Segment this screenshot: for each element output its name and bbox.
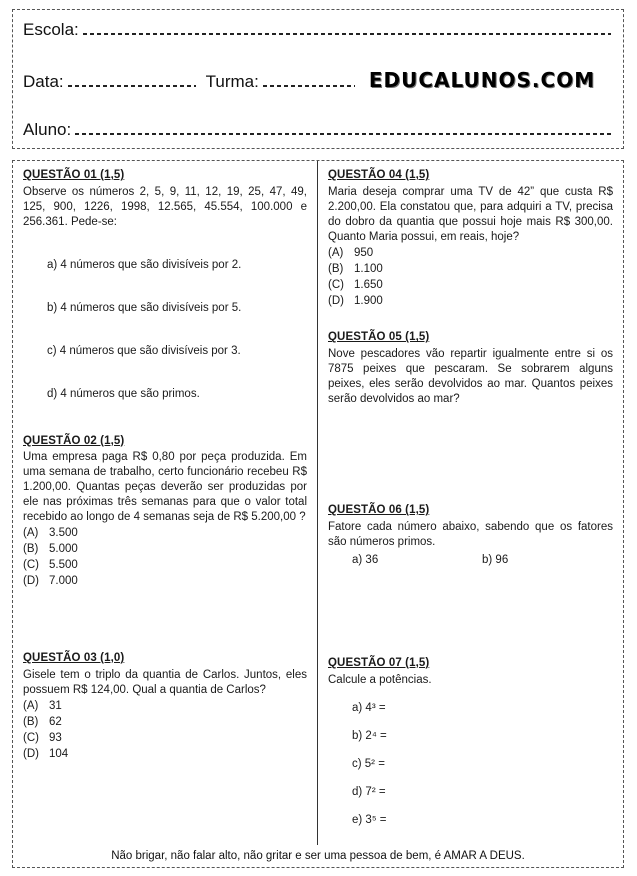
turma-label: Turma: (205, 72, 259, 91)
option-letter: (B) (328, 262, 344, 275)
option-letter: (C) (328, 278, 344, 291)
question-06 (328, 503, 613, 568)
question-03 (23, 651, 307, 762)
question-01-item-c: c) 4 números que são divisíveis por 3. (47, 344, 241, 357)
escola-blank-line (83, 33, 611, 35)
option-text: 5.500 (49, 559, 78, 571)
question-03-option-a (23, 699, 307, 714)
question-05-title: QUESTÃO 05 (1,5) (328, 331, 430, 344)
question-06-item-b: b) 96 (482, 553, 509, 566)
question-04-body: Maria deseja comprar uma TV de 42” que custa R$ 2.200,00. Ela constatou que, para adquiri a TV, precisa do dobro da quantia que possui hoje mais R$ 300,00. Quanto Maria possui, em reais, hoje? (328, 185, 613, 243)
option-text: 1.100 (354, 262, 383, 275)
question-04-option-d (328, 294, 613, 309)
question-07-item-d: d) 7² = (352, 785, 386, 798)
left-column (13, 161, 318, 845)
option-text: 5.000 (49, 543, 78, 556)
question-01-body: Observe os números 2, 5, 9, 11, 12, 19, 25, 47, 49, 125, 900, 1226, 1998, 12.565, 45.554, 100.000 e 256.361. Pede-se: (23, 185, 307, 228)
option-text: 950 (354, 246, 374, 259)
educalunos-logo: EDUCALUNOS.COM (368, 68, 596, 92)
question-02 (23, 434, 307, 589)
question-02-body: Uma empresa paga R$ 0,80 por peça produzida. Em uma semana de trabalho, certo funcionário recebeu R$ 1.200,00. Quantas peças deverão ser produzidas por ele nas próximas três semanas para que o valor total recebido ao longo de 4 semanas seja de R$ 5.200,00 ? (23, 451, 307, 524)
question-07-item-e: e) 3⁵ = (352, 813, 387, 826)
question-03-body: Gisele tem o triplo da quantia de Carlos. Juntos, eles possuem R$ 124,00. Qual a quantia de Carlos? (23, 668, 307, 696)
option-text: 62 (49, 715, 62, 728)
question-01-item-d: d) 4 números que são primos. (47, 387, 200, 400)
option-letter: (C) (23, 559, 39, 571)
question-03-title: QUESTÃO 03 (1,0) (23, 651, 125, 664)
option-letter: (A) (23, 527, 39, 540)
question-07 (328, 656, 613, 828)
option-letter: (B) (23, 543, 39, 556)
option-text: 1.650 (354, 278, 383, 291)
question-06-items (328, 553, 613, 568)
aluno-row (23, 120, 611, 140)
question-05-body: Nove pescadores vão repartir igualmente entre si os 7875 peixes que pescaram. Se sobrarem alguns peixes, eles serão devolvidos ao mar. Quantos peixes serão devolvidos ao mar? (328, 348, 613, 406)
option-letter: (C) (23, 731, 39, 744)
option-text: 1.900 (354, 294, 383, 307)
question-02-title: QUESTÃO 02 (1,5) (23, 434, 125, 447)
header-section (12, 9, 624, 149)
right-column (318, 161, 623, 845)
question-02-option-c (23, 558, 307, 573)
question-03-option-d (23, 747, 307, 762)
two-column-layout (13, 161, 623, 845)
escola-label: Escola: (23, 20, 79, 39)
option-text: 93 (49, 731, 62, 744)
question-04-title: QUESTÃO 04 (1,5) (328, 169, 430, 181)
question-07-item-c: c) 5² = (352, 757, 385, 770)
data-blank-line (68, 85, 196, 87)
question-06-body: Fatore cada número abaixo, sabendo que os fatores são números primos. (328, 521, 613, 548)
option-text: 7.000 (49, 574, 78, 587)
question-01-item-a: a) 4 números que são divisíveis por 2. (47, 258, 242, 271)
escola-row (23, 20, 611, 40)
question-03-option-c (23, 731, 307, 746)
question-01-item-b: b) 4 números que são divisíveis por 5. (47, 301, 242, 314)
question-02-option-a (23, 526, 307, 541)
question-06-title: QUESTÃO 06 (1,5) (328, 504, 430, 517)
data-label: Data: (23, 72, 64, 91)
question-05 (328, 330, 613, 407)
aluno-label: Aluno: (23, 120, 72, 139)
question-01 (23, 168, 307, 402)
question-04-option-a (328, 246, 613, 261)
question-04-option-c (328, 278, 613, 293)
option-letter: (D) (328, 294, 344, 307)
question-01-title: QUESTÃO 01 (1,5) (23, 169, 125, 181)
question-02-option-d (23, 574, 307, 589)
data-turma-row (23, 68, 611, 92)
option-letter: (A) (328, 246, 344, 259)
option-text: 31 (49, 699, 62, 712)
question-04-option-b (328, 262, 613, 277)
aluno-blank-line (75, 133, 611, 135)
question-02-option-b (23, 542, 307, 557)
footer-message: Não brigar, não falar alto, não gritar e ser uma pessoa de bem, é AMAR A DEUS. (111, 850, 525, 862)
option-letter: (D) (23, 574, 39, 587)
question-07-item-b: b) 2⁴ = (352, 729, 387, 742)
turma-blank-line (263, 85, 355, 87)
question-07-title: QUESTÃO 07 (1,5) (328, 656, 430, 669)
option-letter: (A) (23, 699, 39, 712)
option-text: 3.500 (49, 527, 78, 540)
questions-section (12, 160, 624, 868)
question-06-item-a: a) 36 (352, 553, 379, 566)
question-04 (328, 168, 613, 308)
option-letter: (D) (23, 747, 39, 760)
option-letter: (B) (23, 715, 39, 728)
question-03-option-b (23, 715, 307, 730)
question-07-item-a: a) 4³ = (352, 701, 386, 714)
question-07-body: Calcule a potências. (328, 673, 432, 686)
option-text: 104 (49, 747, 69, 760)
